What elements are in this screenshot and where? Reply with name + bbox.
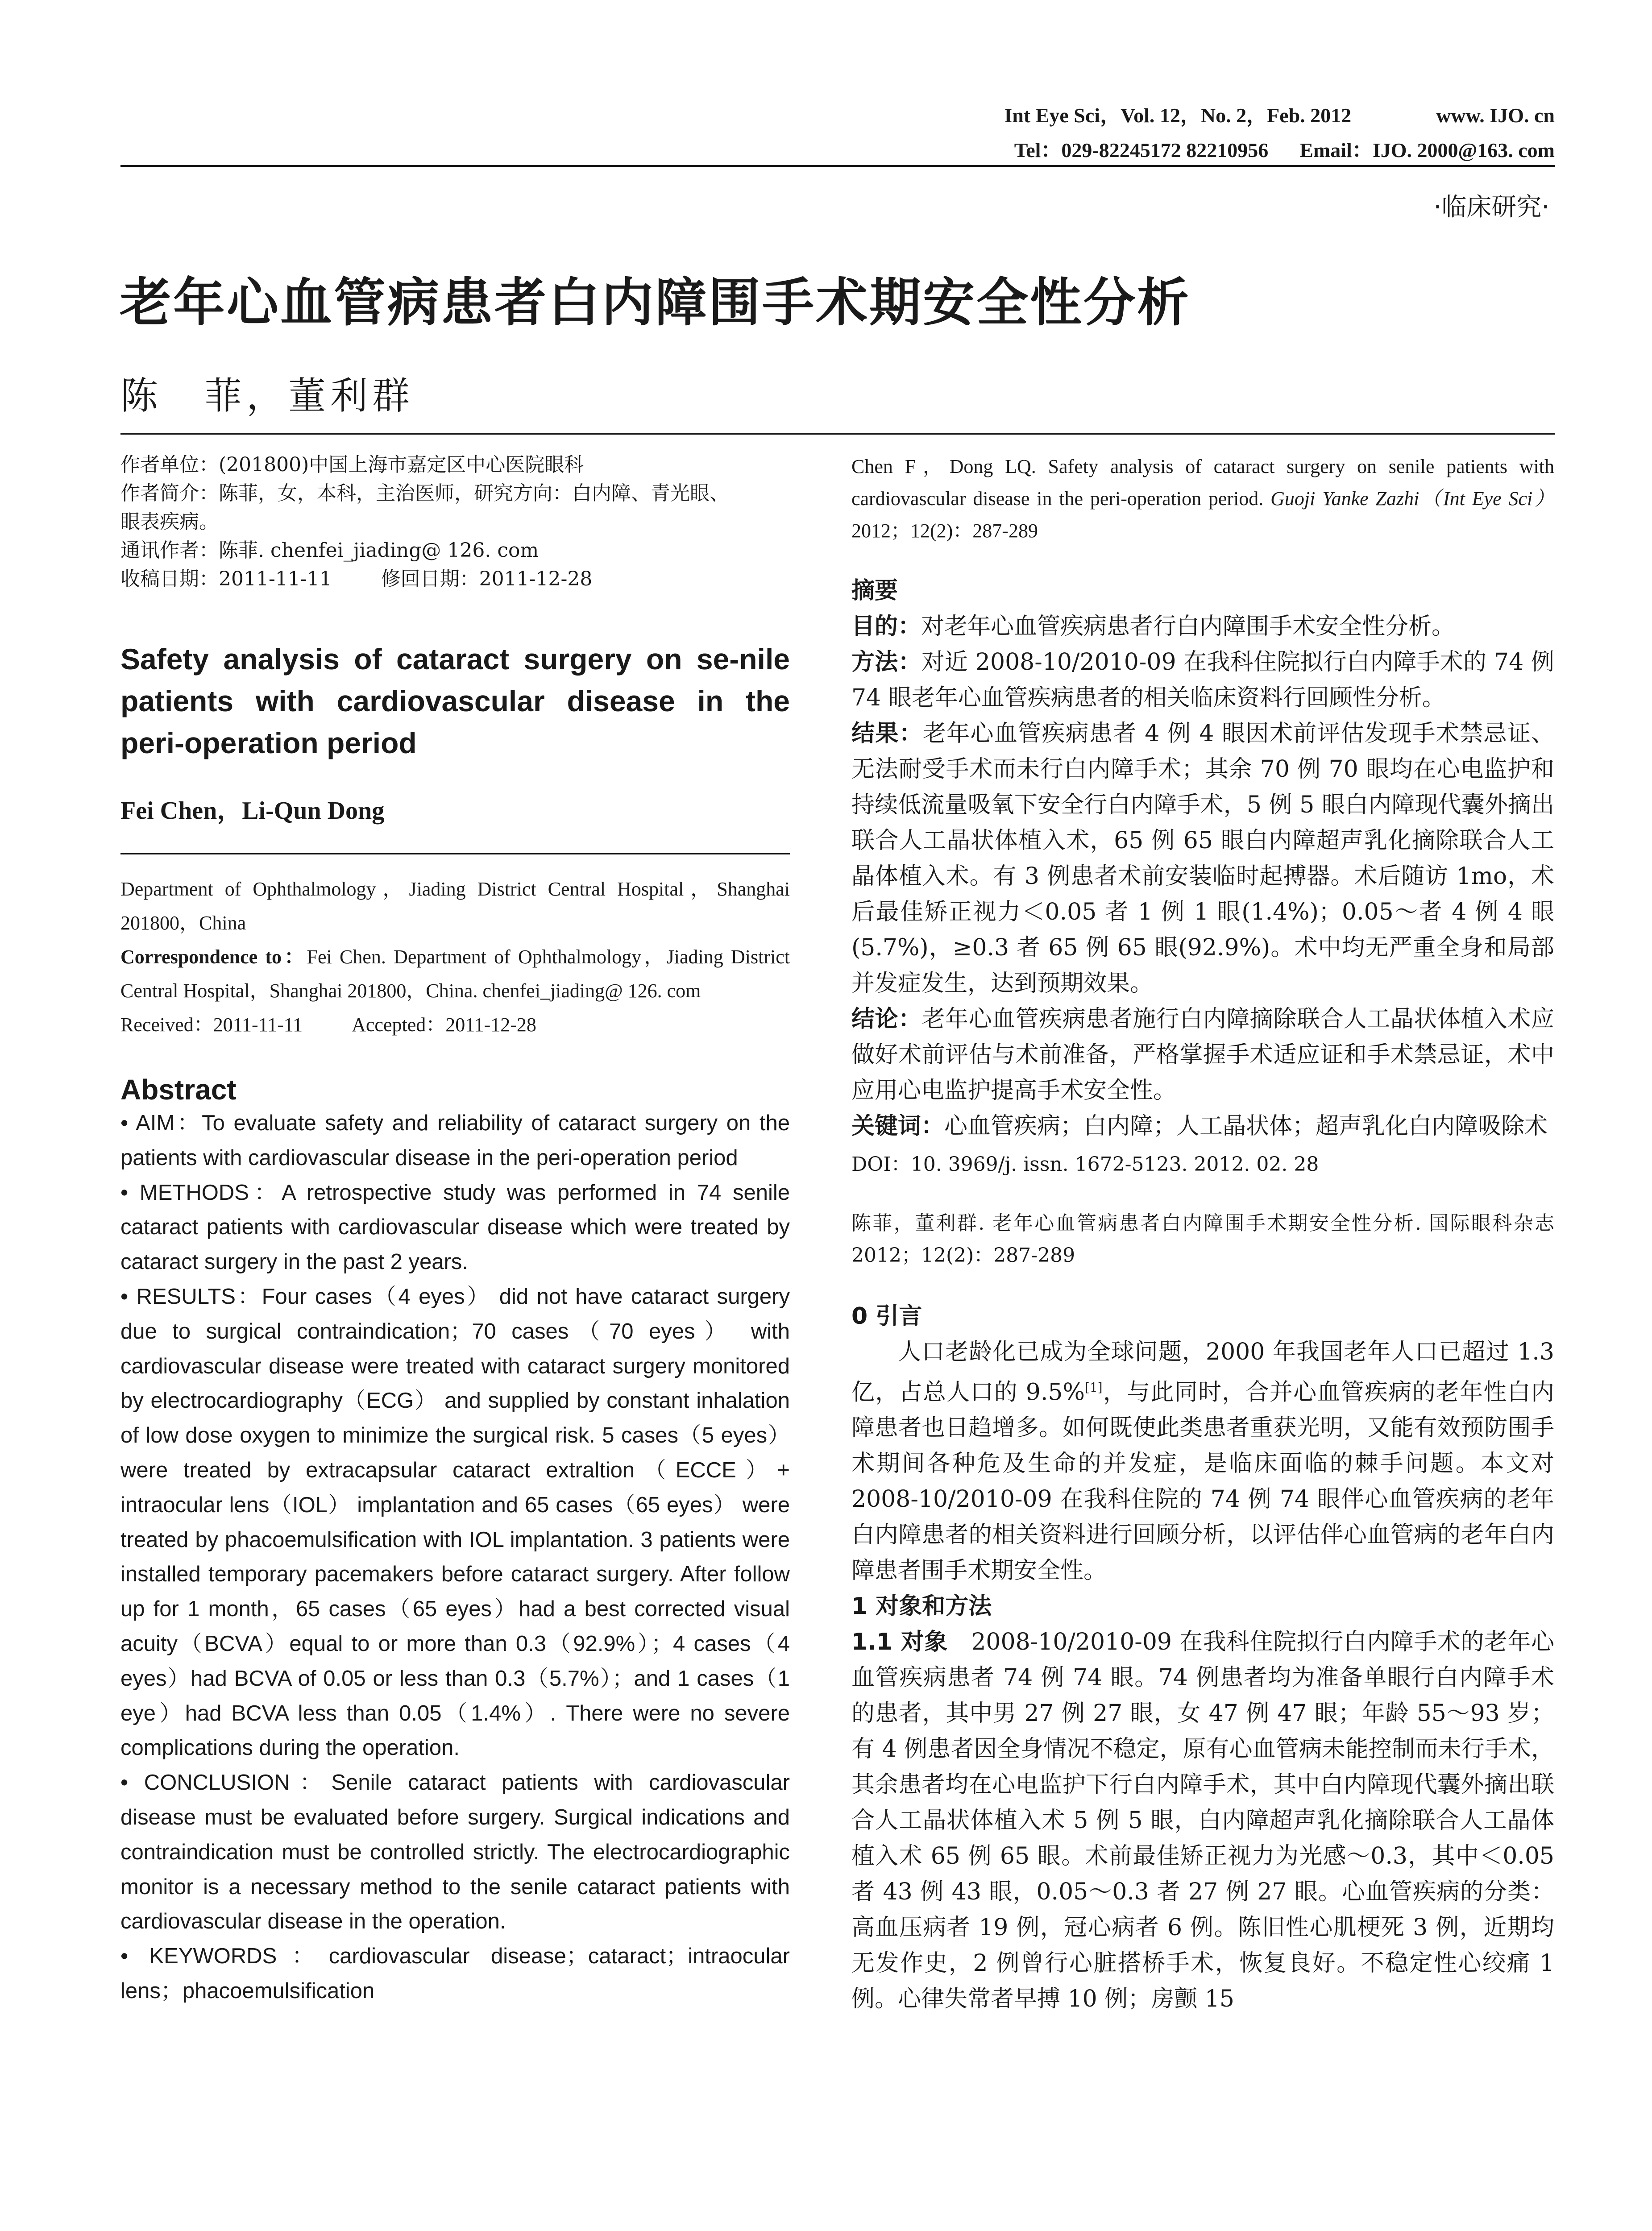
methods-text: 2008-10/2010-09 在我科住院拟行白内障手术的老年心血管疾病患者 74 例 74 眼。74 例患者均为准备单眼行白内障手术的患者，其中男 27 例 27 眼，女 47 例 47 眼；年龄 55～93 岁；有 4 例患者因全身情况不稳定，原有心血管病未能控制而未行手术，其余患者均在心电监护下行白内障手术，其中白内障现代囊外摘出联合人工晶状体植入术 5 例 5 眼，白内障超声乳化摘除联合人工晶体植入术 65 例 65 眼。术前最佳矫正视力为光感～0.3，其中＜0.05 者 43 例 43 眼，0.05～0.3 者 27 例 27 眼。心血管疾病的分类：高血压病者 19 例，冠心病者 6 例。陈旧性心肌梗死 3 例，近期均无发作史，2 例曾行心脏搭桥手术，恢复良好。不稳定性心绞痛 1 例。心律失常者早搏 10 例；房颤 15 [851,1629,1554,2013]
chinese-citation: 陈菲，董利群. 老年心血管病患者白内障围手术期安全性分析. 国际眼科杂志 2012；12(2)：287-289 [851,1212,1554,1267]
chinese-authors: 陈 菲，董利群 [120,374,415,418]
received-date: 收稿日期：2011-11-11 [120,568,332,590]
journal-tel: Tel：029-82245172 82210956 [1014,139,1269,162]
english-accepted: Accepted：2011-12-28 [352,1014,536,1036]
journal-email: Email：IJO. 2000@163. com [1299,139,1555,162]
abstract-aim: • AIM：To evaluate safety and reliability of cataract surgery on the patients with cardiovascular disease in the peri-operation period [120,1111,790,1170]
correspondence-label: Correspondence to： [120,946,307,968]
abstract-results: • RESULTS：Four cases（4 eyes） did not have cataract surgery due to surgical contraindication；70 cases（70 eyes） with cardiovascular disease were treated with cataract surgery monitored by electrocardiography（ECG） and supplied by constant inhalation of low dose oxygen to minimize the surgical risk. 5 cases（5 eyes） were treated by extracapsular cataract extraltion（ECCE）+ intraocular lens（IOL） implantation and 65 cases（65 eyes） were treated by phacoemulsification with IOL implantation. 3 patients were installed temporary pacemakers before cataract surgery. After follow up for 1 month，65 cases（65 eyes）had a best corrected visual acuity（BCVA）equal to or more than 0.3（92.9%）；4 cases（4 eyes）had BCVA of 0.05 or less than 0.3（5.7%）；and 1 cases（1 eye）had BCVA less than 0.05（1.4%）. There were no severe complications during the operation. [120,1284,790,1760]
cn-abstract-keywords [851,1108,1554,1144]
intro-text-a: 人口老龄化已成为全球问题，2000 年我国老年人口已超过 1.3 亿，占总人口的 9.5% [851,1339,1554,1406]
english-citation-text: Chen F，Dong LQ. Safety analysis of cataract surgery on senile patients with cardiovascular disease in the peri-operation period. [851,456,1554,510]
cn-conclusion-label: 结论： [851,1006,922,1033]
cn-results-text: 老年心血管疾病患者 4 例 4 眼因术前评估发现手术禁忌证、无法耐受手术而未行白内障手术；其余 70 例 70 眼均在心电监护和持续低流量吸氧下安全行白内障手术，5 例 5 眼白内障现代囊外摘出联合人工晶状体植入术，65 例 65 眼白内障超声乳化摘除联合人工晶体植入术。有 3 例患者术前安装临时起搏器。术后随访 1mo，术后最佳矫正视力＜0.05 者 1 例 1 眼(1.4%)；0.05～者 4 例 4 眼(5.7%)，≥0.3 者 65 例 65 眼(92.9%)。术中均无严重全身和局部并发症发生，达到预期效果。 [851,720,1554,997]
doi: DOI：10. 3969/j. issn. 1672-5123. 2012. 02. 28 [851,1153,1319,1176]
cn-methods-text: 对近 2008-10/2010-09 在我科住院拟行白内障手术的 74 例 74 眼老年心血管疾病患者的相关临床资料行回顾性分析。 [851,649,1554,711]
english-department: Department of Ophthalmology，Jiading District Central Hospital，Shanghai 201800，China [120,878,790,934]
cn-abstract-heading: 摘要 [851,577,898,604]
cn-methods-label: 方法： [851,649,921,676]
author-bio-line-2: 眼表疾病。 [120,510,219,533]
english-citation-tail: 2012；12(2)：287-289 [851,520,1038,542]
cn-keywords-text: 心血管疾病；白内障；人工晶状体；超声乳化白内障吸除术 [944,1113,1548,1140]
abstract-keywords: • KEYWORDS：cardiovascular disease；cataract；intraocular lens；phacoemulsification [120,1944,790,2003]
cn-keywords-label: 关键词： [851,1113,945,1140]
methods-heading: 1 对象和方法 [851,1593,992,1620]
title-rule [120,433,1555,435]
header-rule [120,165,1555,167]
cn-abstract-methods [851,644,1554,716]
cn-abstract-aim [851,609,1554,644]
intro-text-b: ，与此同时，合并心血管疾病的老年性白内障患者也日趋增多。如何既使此类患者重获光明，又能有效预防围手术期间各种危及生命的并发症，是临床面临的棘手问题。本文对 2008-10/2010-09 在我科住院的 74 例 74 眼伴心血管疾病的老年白内障患者的相关资料进行回顾分析，以评估伴心血管病的老年白内障患者围手术期安全性。 [851,1379,1554,1584]
cn-conclusion-text: 老年心血管疾病患者施行白内障摘除联合人工晶状体植入术应做好术前评估与术前准备，严格掌握手术适应证和手术禁忌证，术中应用心电监护提高手术安全性。 [851,1006,1554,1104]
journal-website: www. IJO. cn [1436,104,1555,127]
cn-abstract-results [851,716,1554,1001]
abstract-conclusion: • CONCLUSION：Senile cataract patients with cardiovascular disease must be evaluated before surgery. Surgical indications and contraindication must be controlled strictly. The electrocardiographic monitor is a necessary method to the senile cataract patients with cardiovascular disease in the operation. [120,1771,790,1934]
abstract-heading: Abstract [120,1074,237,1106]
journal-header-line [1004,99,1555,129]
english-title: Safety analysis of cataract surgery on se-nile patients with cardiovascular disease in the peri-operation period [120,643,790,759]
english-received: Received：2011-11-11 [120,1014,303,1036]
dates-line [120,565,790,593]
methods-subheading: 1.1 对象 [851,1629,948,1656]
english-correspondence [120,940,790,1008]
journal-info: Int Eye Sci，Vol. 12，No. 2，Feb. 2012 [1004,104,1352,127]
left-column [120,451,790,2009]
correspondence-text: Fei Chen. Department of Ophthalmology，Jiading District Central Hospital，Shanghai 201800，China. chenfei_jiading@ 126. com [120,946,790,1002]
correspondence-author: 通讯作者：陈菲. chenfei_jiading@ 126. com [120,539,539,562]
author-bio-line-1: 作者简介：陈菲，女，本科，主治医师，研究方向：白内障、青光眼、 [120,482,729,505]
intro-paragraph [851,1334,1554,1588]
english-dates [120,1008,790,1042]
right-column [851,451,1554,2017]
contact-header-line [1014,134,1555,163]
column-tag: ·临床研究· [1433,193,1549,222]
affiliation: 作者单位：(201800)中国上海市嘉定区中心医院眼科 [120,453,584,476]
english-authors: Fei Chen，Li-Qun Dong [120,797,385,825]
cn-aim-label: 目的： [851,613,921,640]
cn-results-label: 结果： [851,720,923,747]
methods-paragraph [851,1624,1554,2017]
english-citation-journal: Guoji Yanke Zazhi（Int Eye Sci） [1270,488,1555,510]
revised-date: 修回日期：2011-12-28 [381,568,593,590]
cn-aim-text: 对老年心血管疾病患者行白内障围手术安全性分析。 [921,613,1455,640]
cn-abstract-conclusion [851,1001,1554,1108]
intro-heading: 0 引言 [851,1303,922,1330]
english-citation [851,451,1554,547]
author-rule [120,853,790,854]
intro-reference: [1] [1084,1380,1103,1395]
abstract-methods: • METHODS：A retrospective study was performed in 74 senile cataract patients with cardiovascular disease which were treated by cataract surgery in the past 2 years. [120,1180,790,1274]
chinese-title: 老年心血管病患者白内障围手术期安全性分析 [120,273,1191,333]
